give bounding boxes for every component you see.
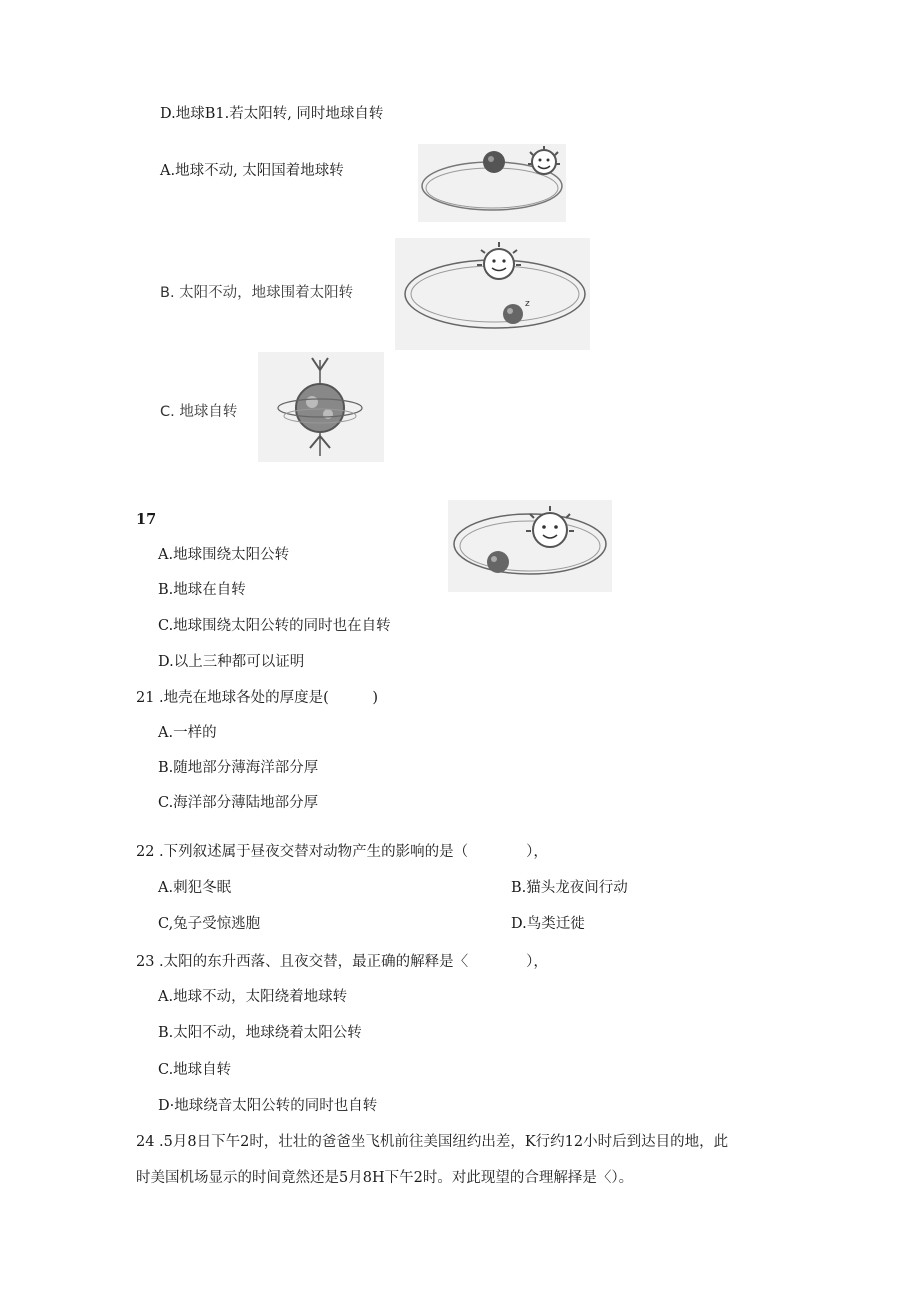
q21-option-c: C.海洋部分薄陆地部分厚 (158, 795, 319, 811)
q21-option-a: A.一样的 (158, 725, 217, 741)
q17-option-d: D.以上三种都可以证明 (158, 654, 305, 670)
option-b-line: B. 太阳不动，地球围着太阳转 (160, 285, 354, 301)
q22-option-c: C,兔子受惊逃胞 (158, 916, 261, 932)
q24-line-2: 时美国机场显示的时间竟然还是5月8H下午2时。对此现望的合理解择是〈）。 (136, 1170, 634, 1186)
q23-stem: 23 .太阳的东升西落、且夜交替，最正确的解释是〈 ）， (136, 954, 548, 970)
q24-line-1: 24 .5月8日下午2时，壮壮的爸爸坐飞机前往美国纽约出差，K行约12小时后到达目的地，此 (136, 1134, 729, 1150)
q22-option-d: D.鸟类迁徙 (511, 916, 585, 932)
question-17-number: 17 (136, 511, 157, 528)
option-c-line: C. 地球自转 (160, 404, 238, 420)
q17-option-c: C.地球围绕太阳公转的同时也在自转 (158, 618, 391, 634)
q22-option-a: A.刺犯冬眠 (158, 880, 232, 896)
q17-option-a: A.地球围绕太阳公转 (158, 547, 290, 563)
earth-sun-orbit-illustration (448, 500, 612, 592)
option-a-line: A.地球不动, 太阳国着地球转 (160, 163, 344, 179)
option-d-line: D.地球B1.若太阳转, 同时地球自转 (160, 106, 384, 122)
earth-orbits-sun-illustration (395, 238, 590, 350)
svg-text:z: z (525, 299, 530, 309)
sun-orbits-earth-illustration (418, 144, 566, 222)
q21-option-b: B.随地部分薄海洋部分厚 (158, 760, 319, 776)
q23-option-c: C.地球自转 (158, 1062, 232, 1078)
q21-stem: 21 .地壳在地球各处的厚度是( ) (136, 690, 378, 706)
q23-option-a: A.地球不动，太阳绕着地球转 (158, 989, 348, 1005)
q22-option-b: B.猫头龙夜间行动 (511, 880, 628, 896)
earth-rotation-illustration (258, 352, 384, 462)
q22-stem: 22 .下列叙述属于昼夜交替对动物产生的影响的是（ ）， (136, 844, 548, 860)
q23-option-b: B.太阳不动，地球绕着太阳公转 (158, 1025, 362, 1041)
q17-option-b: B.地球在自转 (158, 582, 246, 598)
q23-option-d: D·地球绕音太阳公转的同时也自转 (158, 1098, 378, 1114)
